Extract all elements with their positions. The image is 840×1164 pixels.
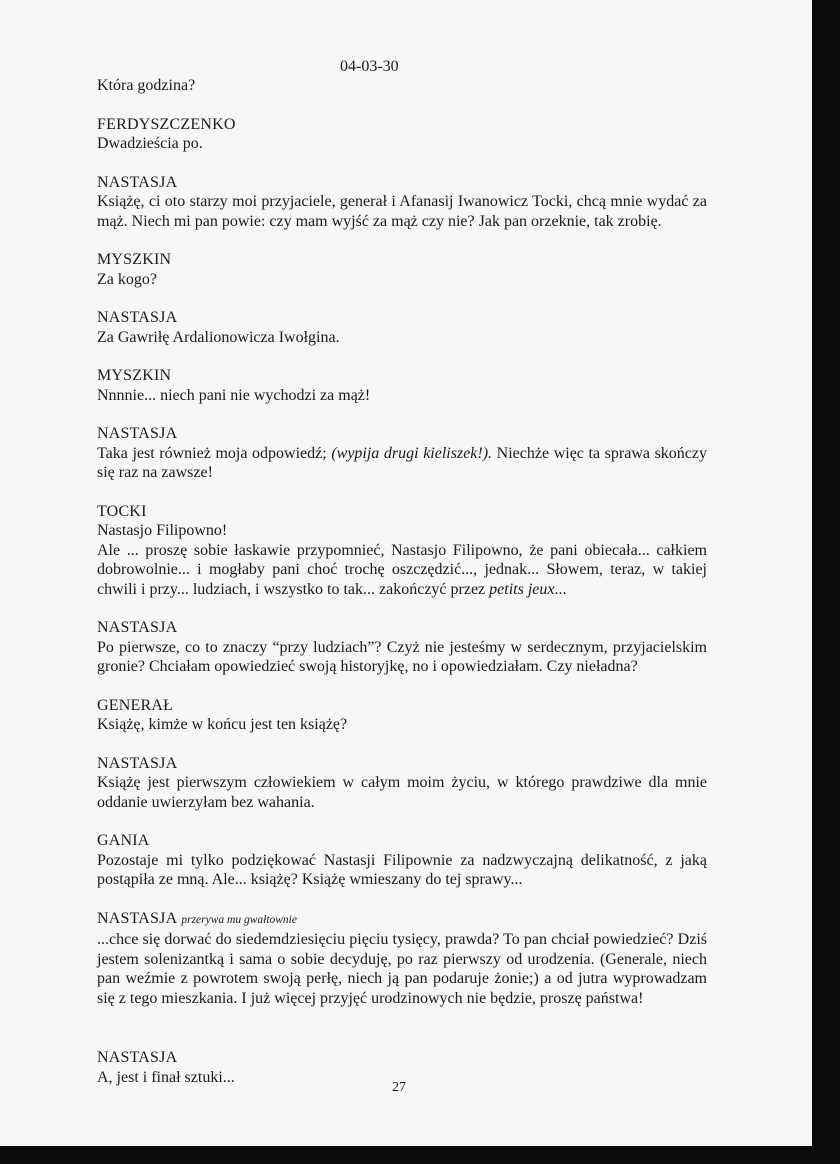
speaker-line <box>97 909 707 931</box>
speaker-name: FERDYSZCZENKO <box>97 115 236 133</box>
dialogue-block <box>97 754 707 813</box>
foreign-phrase: petits jeux <box>489 580 555 598</box>
speaker-name: NASTASJA <box>97 173 178 191</box>
speaker-name: GANIA <box>97 832 150 849</box>
speaker-name: NASTASJA <box>97 619 178 636</box>
dialogue-text: Za Gawriłę Ardalionowicza Iwołgina. <box>97 328 340 346</box>
header-date: 04-03-30 <box>340 58 399 75</box>
opening-line <box>97 76 707 96</box>
dialogue-text: Książę, ci oto starzy moi przyjaciele, generał i Afanasij Iwanowicz Tocki, chcą mnie wydać za mąż. Niech mi pan powie: czy mam wyjść za mąż czy nie? Jak pan orzeknie, tak zrobię. <box>97 193 707 230</box>
dialogue-block <box>97 250 707 289</box>
dialogue-text: Książę, kimże w końcu jest ten książę? <box>97 716 348 733</box>
page-number: 27 <box>392 1080 406 1095</box>
stage-direction: (wypija drugi kieliszek!). <box>331 444 493 462</box>
dialogue-text-part: ... <box>554 580 567 598</box>
speaker-name: TOCKI <box>97 502 147 520</box>
speaker-name: NASTASJA <box>97 309 178 326</box>
dialogue-text <box>97 541 707 600</box>
speaker-name: NASTASJA <box>97 1049 178 1066</box>
dialogue-text: A, jest i finał sztuki... <box>97 1068 235 1086</box>
dialogue-block <box>97 115 707 154</box>
stage-direction: przerywa mu gwałtownie <box>181 913 297 926</box>
speaker-name: MYSZKIN <box>97 367 172 384</box>
dialogue-text: Która godzina? <box>97 77 196 94</box>
dialogue-text: Po pierwsze, co to znaczy “przy ludziach”? Czyż nie jesteśmy w serdecznym, przyjacielskim gronie? Chciałam opowiedzieć swoją historyjkę, no i opowiedziałam. Czy nieładna? <box>97 638 707 675</box>
dialogue-text-part: Niechże więc ta sprawa skończy się raz na zawsze! <box>97 444 708 481</box>
dialogue-block <box>97 831 707 890</box>
dialogue-text: ...chce się dorwać do siedemdziesięciu pięciu tysięcy, prawda? To pan chciał powiedzieć? Dziś jestem solenizantką i sama o sobie decyduję, po raz pierwszy od urodzenia. (Generale, niech pan weźmie z powrotem swoją perłę, niech ją pan podaruje żonie;) a od jutra wyprowadzam się z tego mieszkania. I już więcej przyjęć urodzinowych nie będzie, proszę państwa! <box>97 931 707 1007</box>
dialogue-block <box>97 696 707 735</box>
dialogue-text: Za kogo? <box>97 270 157 288</box>
dialogue-text: Pozostaje mi tylko podziękować Nastasji Filipownie za nadzwyczajną delikatność, z jaką postąpiła ze mną. Ale... książę? Książę wmieszany do tej sprawy... <box>97 851 707 888</box>
script-body <box>97 76 707 1106</box>
dialogue-text <box>97 444 707 483</box>
dialogue-block <box>97 173 707 232</box>
speaker-name: NASTASJA <box>97 754 178 772</box>
dialogue-text: Nnnnie... niech pani nie wychodzi za mąż! <box>97 386 371 404</box>
speaker-name: MYSZKIN <box>97 251 172 268</box>
dialogue-text: Nastasjo Filipowno! <box>97 522 228 539</box>
dialogue-block <box>97 424 707 483</box>
speaker-name: NASTASJA <box>97 425 178 442</box>
dialogue-block <box>97 502 707 600</box>
dialogue-block <box>97 909 707 1009</box>
dialogue-text-part: Ale ... proszę sobie łaskawie przypomnieć, Nastasjo Filipowno, że pani obiecała... całkiem dobrowolnie... i mogłaby pani choć trochę oszczędzić..., jednak... Słowem, teraz, w takiej chwili i przy... ludziach, i wszystko to tak... zakończyć przez <box>97 541 707 598</box>
dialogue-block <box>97 618 707 677</box>
dialogue-text: Książę jest pierwszym człowiekiem w całym moim życiu, w którego prawdziwe dla mnie oddanie uwierzyłam bez wahania. <box>97 774 707 811</box>
speaker-name: NASTASJA <box>97 909 178 927</box>
dialogue-block <box>97 366 707 405</box>
dialogue-text-part: Taka jest również moja odpowiedź; <box>97 444 332 462</box>
dialogue-text: Dwadzieścia po. <box>97 135 203 152</box>
dialogue-block <box>97 308 707 347</box>
speaker-name: GENERAŁ <box>97 696 174 714</box>
